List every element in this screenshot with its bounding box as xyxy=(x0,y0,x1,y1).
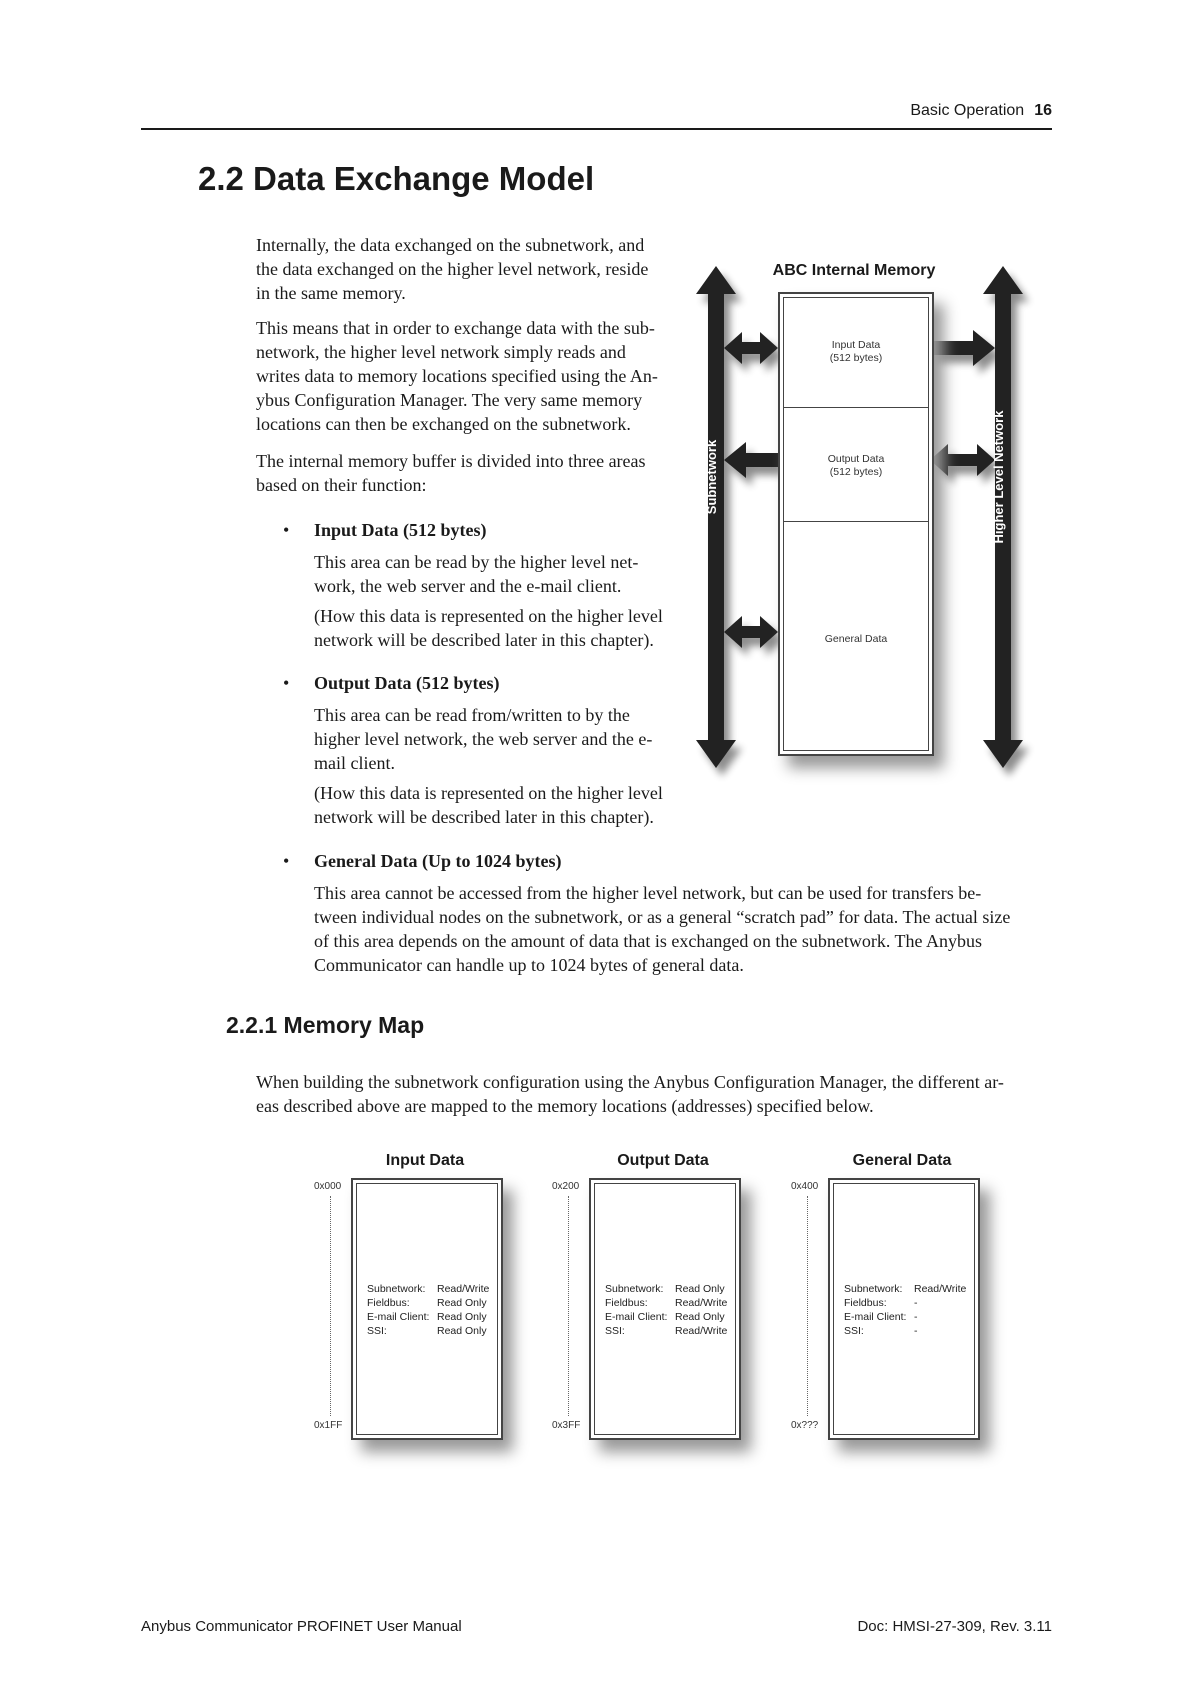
access-value: Read/Write xyxy=(675,1297,728,1309)
subnetwork-label: Subnetwork xyxy=(704,439,719,515)
abc-memory-diagram xyxy=(690,262,1050,792)
access-value: Read Only xyxy=(437,1325,487,1337)
access-key: Subnetwork: xyxy=(367,1283,426,1295)
bullet-body-general xyxy=(314,881,1010,977)
abc-memory-box xyxy=(778,292,934,756)
access-table xyxy=(605,1282,727,1338)
area-size: (512 bytes) xyxy=(829,466,883,478)
memory-inner-frame xyxy=(356,1183,498,1435)
address-range-line xyxy=(568,1196,569,1416)
subnetwork-output-arrow xyxy=(724,442,778,478)
access-key: SSI: xyxy=(605,1325,625,1337)
table-row xyxy=(605,1310,727,1324)
memory-area-output xyxy=(589,1178,741,1440)
memory-inner-frame xyxy=(783,297,929,751)
header-section: Basic Operation xyxy=(910,102,1025,119)
address-range-line xyxy=(330,1196,331,1416)
access-key: SSI: xyxy=(367,1325,387,1337)
general-data-area: General Data xyxy=(824,633,888,645)
memory-area-title-output: Output Data xyxy=(617,1152,709,1169)
table-row xyxy=(367,1296,489,1310)
bullet-body-input xyxy=(314,550,638,598)
intro-paragraph-2 xyxy=(256,316,658,436)
access-value: - xyxy=(914,1311,918,1323)
text-line: network will be described later in this chapter). xyxy=(314,630,654,650)
subnetwork-input-arrow xyxy=(724,332,778,364)
text-line: based on their function: xyxy=(256,475,427,495)
memory-area-general xyxy=(828,1178,980,1440)
table-row xyxy=(367,1324,489,1338)
section-title: 2.2 Data Exchange Model xyxy=(198,160,595,197)
access-value: Read/Write xyxy=(437,1283,490,1295)
text-line: network, the higher level network simply reads and xyxy=(256,342,626,362)
access-key: E-mail Client: xyxy=(844,1311,907,1323)
text-line: writes data to memory locations specified using the An- xyxy=(256,366,658,386)
table-row xyxy=(844,1296,966,1310)
footer-document-id: Doc: HMSI-27-309, Rev. 3.11 xyxy=(857,1618,1052,1635)
text-line: (How this data is represented on the higher level xyxy=(314,783,663,803)
intro-paragraph-3 xyxy=(256,449,646,497)
area-size: (512 bytes) xyxy=(829,352,883,364)
text-line: This area can be read from/written to by the xyxy=(314,705,630,725)
text-line: locations can then be exchanged on the subnetwork. xyxy=(256,414,631,434)
abc-memory-title: ABC Internal Memory xyxy=(772,262,936,279)
running-header xyxy=(910,102,1052,120)
text-line: The internal memory buffer is divided into three areas xyxy=(256,451,646,471)
input-data-area xyxy=(784,339,928,365)
subsection-title: 2.2.1 Memory Map xyxy=(226,1012,425,1038)
text-line: of this area depends on the amount of data that is exchanged on the subnetwork. The Anybus xyxy=(314,931,983,951)
text-line: eas described above are mapped to the memory locations (addresses) specified below. xyxy=(256,1096,874,1116)
table-row xyxy=(367,1310,489,1324)
page-number: 16 xyxy=(1034,102,1052,119)
access-value: Read/Write xyxy=(675,1325,728,1337)
bullet-note-output xyxy=(314,781,663,829)
access-value: Read Only xyxy=(437,1297,487,1309)
table-row xyxy=(844,1310,966,1324)
access-value: - xyxy=(914,1325,918,1337)
table-row xyxy=(605,1282,727,1296)
end-address: 0x??? xyxy=(791,1420,819,1431)
header-rule xyxy=(141,128,1052,130)
access-key: Fieldbus: xyxy=(844,1297,887,1309)
start-address: 0x000 xyxy=(314,1181,342,1192)
table-row xyxy=(605,1296,727,1310)
access-value: Read Only xyxy=(675,1283,725,1295)
output-data-area xyxy=(784,453,928,479)
text-line: This means that in order to exchange data with the sub- xyxy=(256,318,655,338)
text-line: ybus Configuration Manager. The very same memory xyxy=(256,390,643,410)
table-row xyxy=(605,1324,727,1338)
bullet-title-input: Input Data (512 bytes) xyxy=(314,520,487,540)
text-line: mail client. xyxy=(314,753,395,773)
bullet-marker: • xyxy=(283,673,290,693)
network-output-arrow xyxy=(930,444,995,476)
end-address: 0x1FF xyxy=(314,1420,343,1431)
bullet-body-output xyxy=(314,703,652,775)
memory-divider xyxy=(784,407,928,408)
text-line: Communicator can handle up to 1024 bytes of general data. xyxy=(314,955,744,975)
memory-map-intro xyxy=(256,1070,1004,1118)
bullet-marker: • xyxy=(283,520,290,540)
start-address: 0x400 xyxy=(791,1181,819,1192)
table-row xyxy=(844,1324,966,1338)
access-key: E-mail Client: xyxy=(367,1311,430,1323)
footer-manual-title: Anybus Communicator PROFINET User Manual xyxy=(141,1618,462,1635)
bullet-title-output: Output Data (512 bytes) xyxy=(314,673,500,693)
access-key: Fieldbus: xyxy=(367,1297,410,1309)
bullet-marker: • xyxy=(283,851,290,871)
memory-inner-frame xyxy=(833,1183,975,1435)
access-key: SSI: xyxy=(844,1325,864,1337)
text-line: Internally, the data exchanged on the subnetwork, and xyxy=(256,235,645,255)
subnetwork-general-arrow xyxy=(724,616,778,648)
access-value: Read/Write xyxy=(914,1283,967,1295)
text-line: network will be described later in this chapter). xyxy=(314,807,654,827)
bullet-title-general: General Data (Up to 1024 bytes) xyxy=(314,851,562,871)
table-row xyxy=(844,1282,966,1296)
network-input-arrow xyxy=(930,330,995,366)
text-line: higher level network, the web server and the e- xyxy=(314,729,653,749)
access-key: Subnetwork: xyxy=(605,1283,664,1295)
memory-divider xyxy=(784,521,928,522)
text-line: When building the subnetwork configuration using the Anybus Configuration Manager, the different ar- xyxy=(256,1072,1004,1092)
access-key: Subnetwork: xyxy=(844,1283,903,1295)
access-value: Read Only xyxy=(437,1311,487,1323)
text-line: in the same memory. xyxy=(256,283,406,303)
text-line: (How this data is represented on the higher level xyxy=(314,606,663,626)
text-line: This area can be read by the higher level net- xyxy=(314,552,639,572)
start-address: 0x200 xyxy=(552,1181,580,1192)
text-line: the data exchanged on the higher level network, reside xyxy=(256,259,649,279)
text-line: tween individual nodes on the subnetwork, or as a general “scratch pad” for data. The actual size xyxy=(314,907,1011,927)
bullet-note-input xyxy=(314,604,663,652)
access-table xyxy=(367,1282,489,1338)
area-label: Output Data xyxy=(827,453,885,465)
text-line: This area cannot be accessed from the higher level network, but can be used for transfers be- xyxy=(314,883,982,903)
access-table xyxy=(844,1282,966,1338)
access-value: - xyxy=(914,1297,918,1309)
area-label: Input Data xyxy=(831,339,881,351)
memory-inner-frame xyxy=(594,1183,736,1435)
subnetwork-bus-arrow xyxy=(696,266,736,768)
intro-paragraph-1 xyxy=(256,233,648,305)
memory-area-title-input: Input Data xyxy=(385,1152,465,1169)
memory-area-input xyxy=(351,1178,503,1440)
end-address: 0x3FF xyxy=(552,1420,581,1431)
table-row xyxy=(367,1282,489,1296)
access-value: Read Only xyxy=(675,1311,725,1323)
text-line: work, the web server and the e-mail client. xyxy=(314,576,622,596)
access-key: E-mail Client: xyxy=(605,1311,668,1323)
address-range-line xyxy=(807,1196,808,1416)
higher-level-network-label: Higher Level Network xyxy=(991,410,1006,544)
memory-area-title-general: General Data xyxy=(852,1152,952,1169)
access-key: Fieldbus: xyxy=(605,1297,648,1309)
